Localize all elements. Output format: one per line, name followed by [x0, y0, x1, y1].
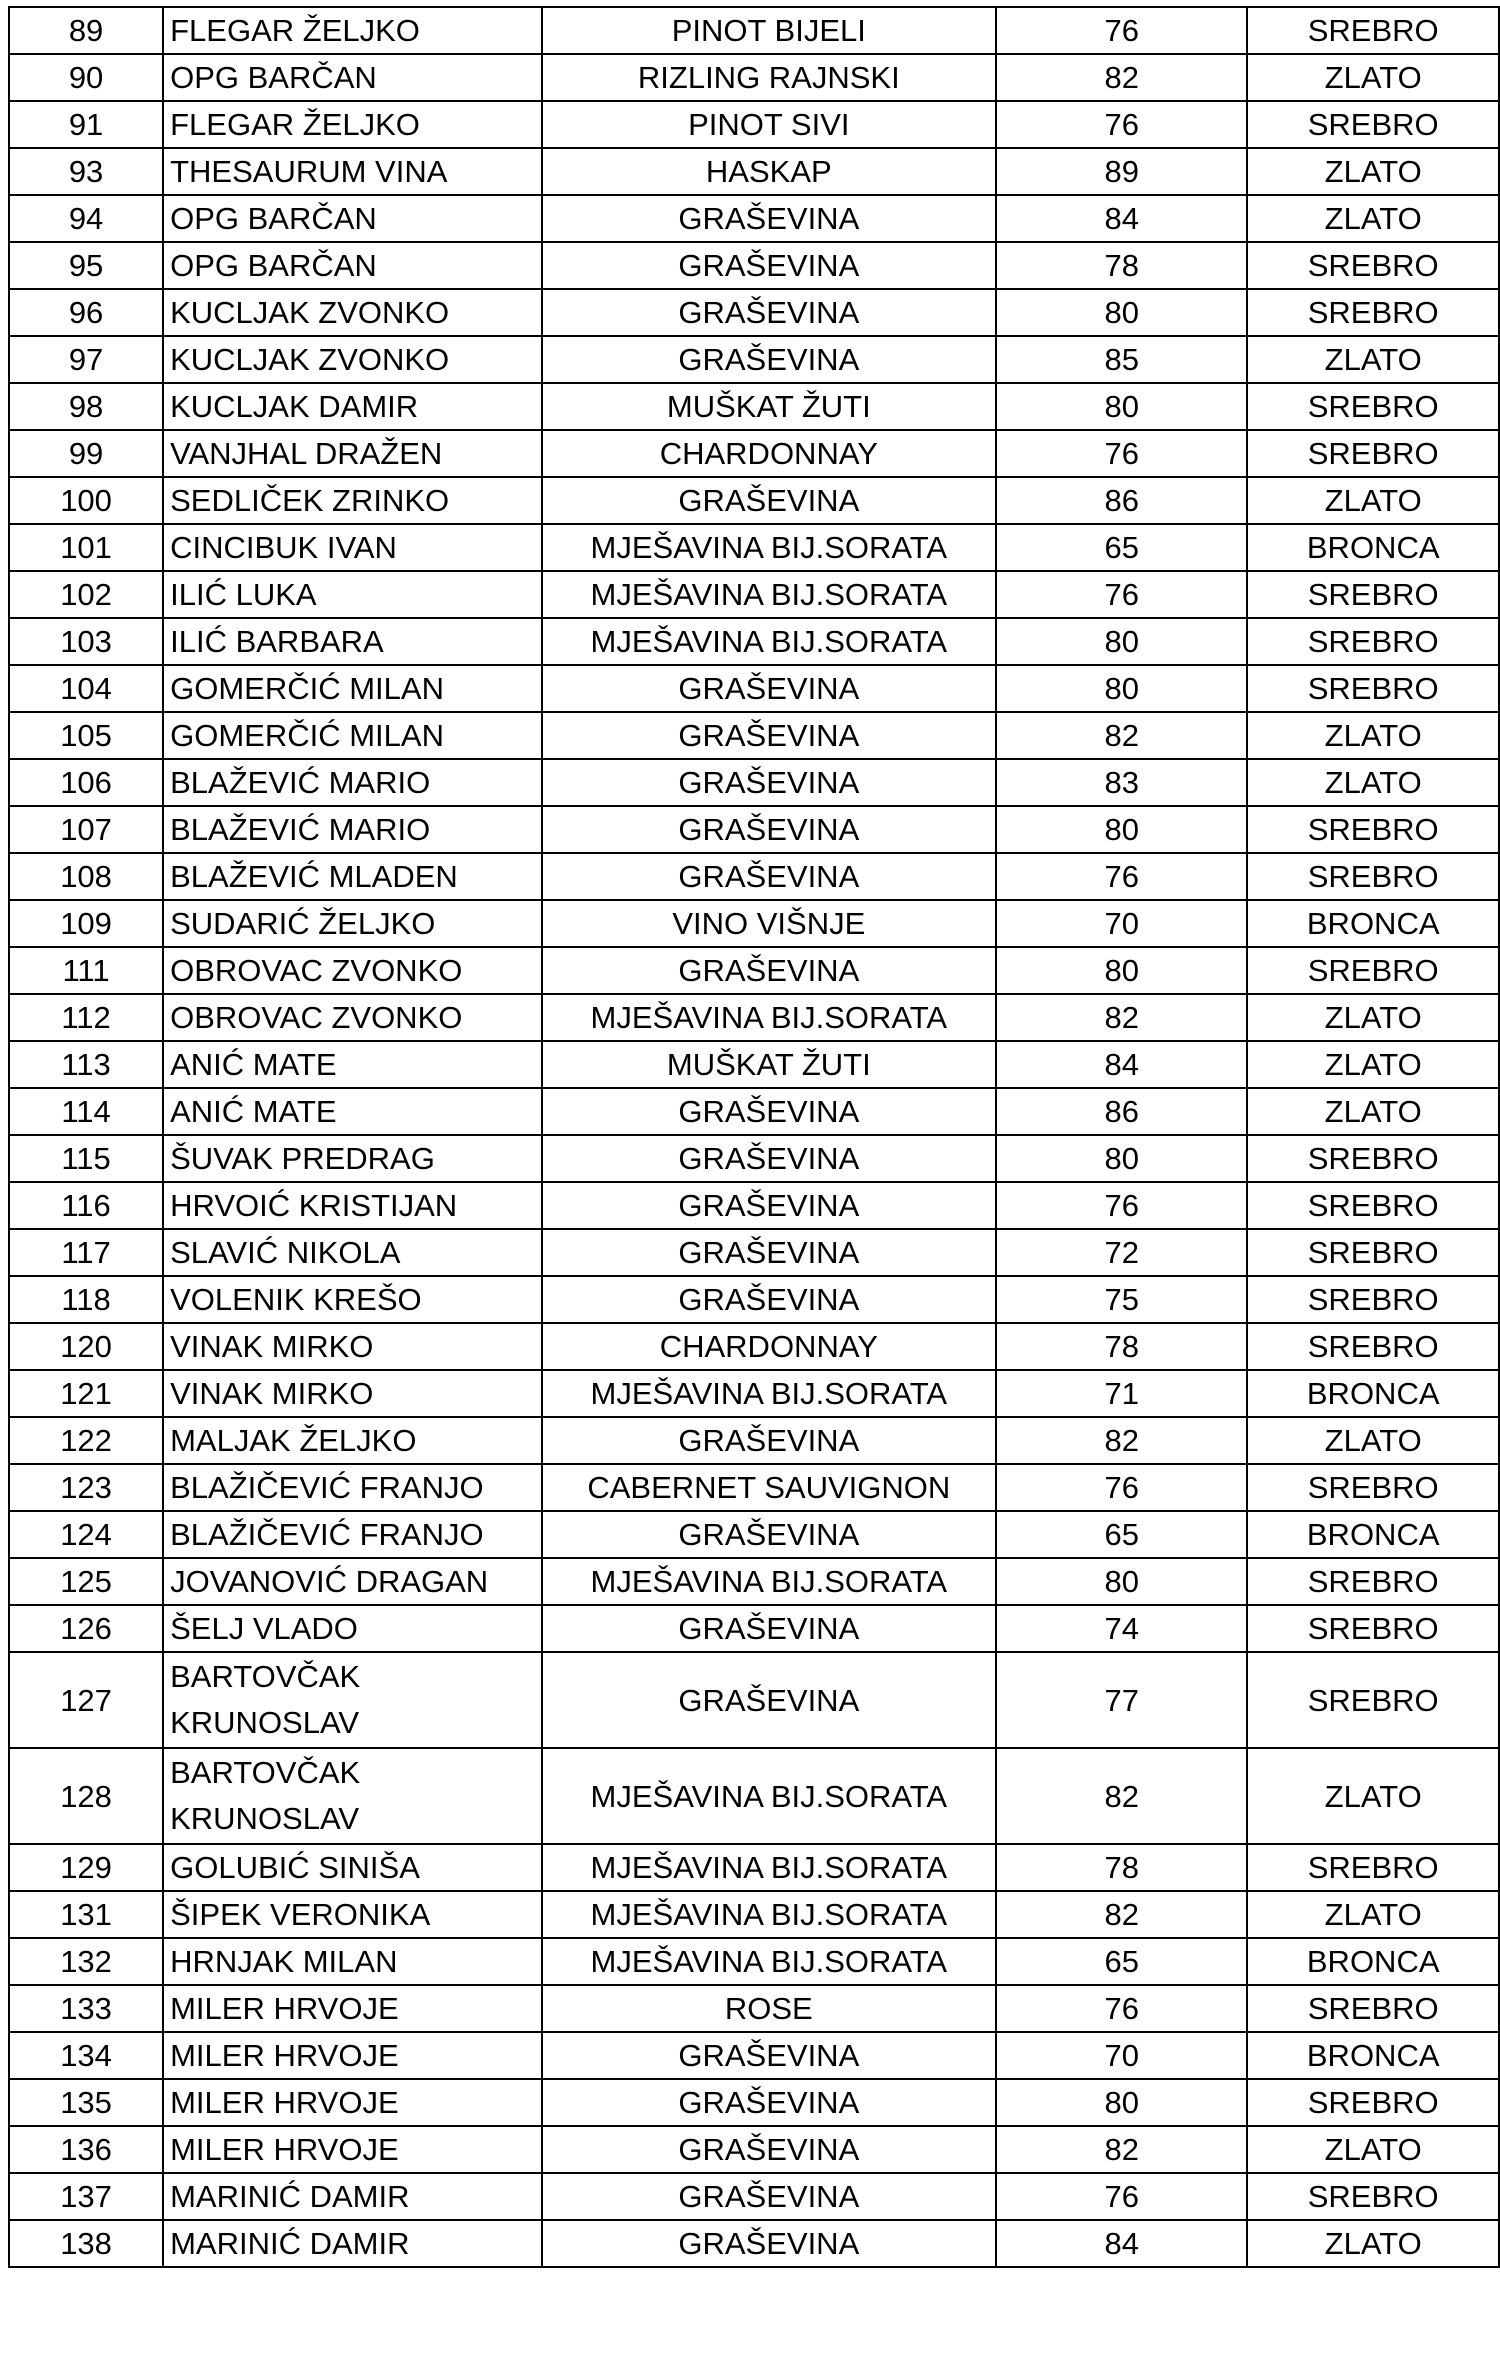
table-row — [9, 1844, 1499, 1891]
points-cell: 84 — [996, 1041, 1247, 1088]
points-cell: 82 — [996, 712, 1247, 759]
points-cell: 84 — [996, 2220, 1247, 2267]
medal-cell: SREBRO — [1247, 101, 1499, 148]
producer-name-cell: GOMERČIĆ MILAN — [163, 712, 541, 759]
points-cell: 82 — [996, 994, 1247, 1041]
entry-number-cell: 127 — [9, 1652, 163, 1748]
points-cell: 77 — [996, 1652, 1247, 1748]
wine-variety-cell: GRAŠEVINA — [542, 1652, 996, 1748]
entry-number-cell: 99 — [9, 430, 163, 477]
medal-cell: BRONCA — [1247, 524, 1499, 571]
table-row — [9, 665, 1499, 712]
medal-cell: SREBRO — [1247, 1985, 1499, 2032]
entry-number-cell: 114 — [9, 1088, 163, 1135]
points-cell: 78 — [996, 1844, 1247, 1891]
medal-cell: SREBRO — [1247, 1229, 1499, 1276]
entry-number-cell: 106 — [9, 759, 163, 806]
producer-name-cell: BARTOVČAK KRUNOSLAV — [163, 1652, 541, 1748]
table-row — [9, 1276, 1499, 1323]
table-row — [9, 618, 1499, 665]
points-cell: 82 — [996, 1417, 1247, 1464]
wine-variety-cell: MUŠKAT ŽUTI — [542, 383, 996, 430]
table-row — [9, 2173, 1499, 2220]
table-row — [9, 2126, 1499, 2173]
producer-name-cell: BARTOVČAK KRUNOSLAV — [163, 1748, 541, 1844]
medal-cell: BRONCA — [1247, 2032, 1499, 2079]
producer-name-cell: OBROVAC ZVONKO — [163, 994, 541, 1041]
table-row — [9, 2079, 1499, 2126]
producer-name-cell: KUCLJAK DAMIR — [163, 383, 541, 430]
table-row — [9, 1511, 1499, 1558]
entry-number-cell: 137 — [9, 2173, 163, 2220]
table-row — [9, 1229, 1499, 1276]
entry-number-cell: 104 — [9, 665, 163, 712]
producer-name-cell: ŠELJ VLADO — [163, 1605, 541, 1652]
points-cell: 86 — [996, 1088, 1247, 1135]
table-row — [9, 1558, 1499, 1605]
points-cell: 86 — [996, 477, 1247, 524]
table-row — [9, 1323, 1499, 1370]
producer-name-cell: OBROVAC ZVONKO — [163, 947, 541, 994]
medal-cell: SREBRO — [1247, 665, 1499, 712]
producer-name-cell: BLAŽEVIĆ MLADEN — [163, 853, 541, 900]
wine-variety-cell: CHARDONNAY — [542, 1323, 996, 1370]
wine-variety-cell: HASKAP — [542, 148, 996, 195]
entry-number-cell: 128 — [9, 1748, 163, 1844]
wine-variety-cell: VINO VIŠNJE — [542, 900, 996, 947]
wine-variety-cell: GRAŠEVINA — [542, 195, 996, 242]
producer-name-cell: VOLENIK KREŠO — [163, 1276, 541, 1323]
medal-cell: ZLATO — [1247, 994, 1499, 1041]
wine-variety-cell: GRAŠEVINA — [542, 1417, 996, 1464]
medal-cell: SREBRO — [1247, 806, 1499, 853]
producer-name-cell: OPG BARČAN — [163, 242, 541, 289]
points-cell: 89 — [996, 148, 1247, 195]
points-cell: 80 — [996, 665, 1247, 712]
wine-variety-cell: GRAŠEVINA — [542, 1088, 996, 1135]
entry-number-cell: 118 — [9, 1276, 163, 1323]
medal-cell: SREBRO — [1247, 1276, 1499, 1323]
entry-number-cell: 132 — [9, 1938, 163, 1985]
points-cell: 76 — [996, 853, 1247, 900]
wine-variety-cell: GRAŠEVINA — [542, 806, 996, 853]
producer-name-cell: KUCLJAK ZVONKO — [163, 336, 541, 383]
medal-cell: ZLATO — [1247, 2126, 1499, 2173]
wine-variety-cell: MJEŠAVINA BIJ.SORATA — [542, 1891, 996, 1938]
entry-number-cell: 133 — [9, 1985, 163, 2032]
table-row — [9, 806, 1499, 853]
wine-variety-cell: GRAŠEVINA — [542, 2032, 996, 2079]
medal-cell: SREBRO — [1247, 2079, 1499, 2126]
points-cell: 76 — [996, 101, 1247, 148]
medal-cell: SREBRO — [1247, 7, 1499, 54]
entry-number-cell: 123 — [9, 1464, 163, 1511]
entry-number-cell: 95 — [9, 242, 163, 289]
entry-number-cell: 138 — [9, 2220, 163, 2267]
medal-cell: ZLATO — [1247, 712, 1499, 759]
points-cell: 70 — [996, 2032, 1247, 2079]
points-cell: 76 — [996, 7, 1247, 54]
wine-variety-cell: GRAŠEVINA — [542, 853, 996, 900]
wine-variety-cell: MJEŠAVINA BIJ.SORATA — [542, 994, 996, 1041]
points-cell: 80 — [996, 947, 1247, 994]
table-row — [9, 2032, 1499, 2079]
table-row — [9, 101, 1499, 148]
producer-name-cell: HRNJAK MILAN — [163, 1938, 541, 1985]
wine-variety-cell: GRAŠEVINA — [542, 1511, 996, 1558]
entry-number-cell: 91 — [9, 101, 163, 148]
entry-number-cell: 89 — [9, 7, 163, 54]
wine-variety-cell: GRAŠEVINA — [542, 1135, 996, 1182]
medal-cell: ZLATO — [1247, 195, 1499, 242]
wine-variety-cell: GRAŠEVINA — [542, 2126, 996, 2173]
entry-number-cell: 94 — [9, 195, 163, 242]
producer-name-cell: BLAŽEVIĆ MARIO — [163, 759, 541, 806]
medal-cell: ZLATO — [1247, 148, 1499, 195]
entry-number-cell: 126 — [9, 1605, 163, 1652]
medal-cell: SREBRO — [1247, 1323, 1499, 1370]
table-row — [9, 1370, 1499, 1417]
medal-cell: BRONCA — [1247, 1511, 1499, 1558]
entry-number-cell: 96 — [9, 289, 163, 336]
wine-variety-cell: PINOT BIJELI — [542, 7, 996, 54]
entry-number-cell: 116 — [9, 1182, 163, 1229]
points-cell: 72 — [996, 1229, 1247, 1276]
wine-variety-cell: CHARDONNAY — [542, 430, 996, 477]
wine-variety-cell: ROSE — [542, 1985, 996, 2032]
wine-variety-cell: GRAŠEVINA — [542, 289, 996, 336]
table-row — [9, 195, 1499, 242]
medal-cell: ZLATO — [1247, 336, 1499, 383]
points-cell: 78 — [996, 1323, 1247, 1370]
wine-variety-cell: GRAŠEVINA — [542, 2079, 996, 2126]
points-cell: 65 — [996, 1938, 1247, 1985]
table-row — [9, 1135, 1499, 1182]
entry-number-cell: 120 — [9, 1323, 163, 1370]
points-cell: 82 — [996, 1891, 1247, 1938]
wine-variety-cell: MJEŠAVINA BIJ.SORATA — [542, 1844, 996, 1891]
table-row — [9, 900, 1499, 947]
medal-cell: SREBRO — [1247, 1844, 1499, 1891]
producer-name-cell: BLAŽIČEVIĆ FRANJO — [163, 1464, 541, 1511]
medal-cell: SREBRO — [1247, 289, 1499, 336]
producer-name-cell: MILER HRVOJE — [163, 2032, 541, 2079]
producer-name-cell: HRVOIĆ KRISTIJAN — [163, 1182, 541, 1229]
results-table-body — [9, 7, 1499, 2267]
points-cell: 76 — [996, 1182, 1247, 1229]
wine-variety-cell: GRAŠEVINA — [542, 1276, 996, 1323]
table-row — [9, 1605, 1499, 1652]
wine-variety-cell: GRAŠEVINA — [542, 2220, 996, 2267]
medal-cell: BRONCA — [1247, 1938, 1499, 1985]
entry-number-cell: 108 — [9, 853, 163, 900]
medal-cell: SREBRO — [1247, 1135, 1499, 1182]
wine-variety-cell: GRAŠEVINA — [542, 336, 996, 383]
medal-cell: ZLATO — [1247, 1891, 1499, 1938]
table-row — [9, 54, 1499, 101]
producer-name-cell: VANJHAL DRAŽEN — [163, 430, 541, 477]
table-row — [9, 853, 1499, 900]
table-row — [9, 148, 1499, 195]
entry-number-cell: 100 — [9, 477, 163, 524]
entry-number-cell: 115 — [9, 1135, 163, 1182]
table-row — [9, 1985, 1499, 2032]
entry-number-cell: 117 — [9, 1229, 163, 1276]
medal-cell: SREBRO — [1247, 1605, 1499, 1652]
medal-cell: SREBRO — [1247, 383, 1499, 430]
points-cell: 82 — [996, 2126, 1247, 2173]
producer-name-cell: GOLUBIĆ SINIŠA — [163, 1844, 541, 1891]
points-cell: 80 — [996, 383, 1247, 430]
entry-number-cell: 103 — [9, 618, 163, 665]
producer-name-cell: MILER HRVOJE — [163, 1985, 541, 2032]
points-cell: 80 — [996, 289, 1247, 336]
entry-number-cell: 101 — [9, 524, 163, 571]
points-cell: 84 — [996, 195, 1247, 242]
medal-cell: ZLATO — [1247, 1417, 1499, 1464]
points-cell: 76 — [996, 2173, 1247, 2220]
medal-cell: ZLATO — [1247, 477, 1499, 524]
wine-variety-cell: PINOT SIVI — [542, 101, 996, 148]
points-cell: 85 — [996, 336, 1247, 383]
points-cell: 76 — [996, 430, 1247, 477]
entry-number-cell: 90 — [9, 54, 163, 101]
wine-variety-cell: GRAŠEVINA — [542, 665, 996, 712]
medal-cell: SREBRO — [1247, 853, 1499, 900]
producer-name-cell: MILER HRVOJE — [163, 2126, 541, 2173]
entry-number-cell: 124 — [9, 1511, 163, 1558]
entry-number-cell: 121 — [9, 1370, 163, 1417]
points-cell: 76 — [996, 571, 1247, 618]
medal-cell: SREBRO — [1247, 1464, 1499, 1511]
producer-name-cell: ILIĆ BARBARA — [163, 618, 541, 665]
points-cell: 80 — [996, 1135, 1247, 1182]
wine-variety-cell: MUŠKAT ŽUTI — [542, 1041, 996, 1088]
table-row — [9, 759, 1499, 806]
producer-name-cell: ILIĆ LUKA — [163, 571, 541, 618]
medal-cell: SREBRO — [1247, 1558, 1499, 1605]
entry-number-cell: 125 — [9, 1558, 163, 1605]
medal-cell: BRONCA — [1247, 1370, 1499, 1417]
medal-cell: SREBRO — [1247, 1182, 1499, 1229]
wine-variety-cell: GRAŠEVINA — [542, 947, 996, 994]
entry-number-cell: 111 — [9, 947, 163, 994]
producer-name-cell: SUDARIĆ ŽELJKO — [163, 900, 541, 947]
table-row — [9, 1938, 1499, 1985]
points-cell: 75 — [996, 1276, 1247, 1323]
points-cell: 65 — [996, 524, 1247, 571]
wine-variety-cell: GRAŠEVINA — [542, 1182, 996, 1229]
points-cell: 80 — [996, 806, 1247, 853]
table-row — [9, 1088, 1499, 1135]
entry-number-cell: 135 — [9, 2079, 163, 2126]
entry-number-cell: 129 — [9, 1844, 163, 1891]
points-cell: 80 — [996, 2079, 1247, 2126]
wine-variety-cell: MJEŠAVINA BIJ.SORATA — [542, 524, 996, 571]
table-row — [9, 477, 1499, 524]
points-cell: 76 — [996, 1985, 1247, 2032]
table-row — [9, 571, 1499, 618]
entry-number-cell: 113 — [9, 1041, 163, 1088]
wine-variety-cell: GRAŠEVINA — [542, 477, 996, 524]
table-row — [9, 7, 1499, 54]
table-row — [9, 1182, 1499, 1229]
medal-cell: ZLATO — [1247, 759, 1499, 806]
producer-name-cell: BLAŽEVIĆ MARIO — [163, 806, 541, 853]
wine-variety-cell: GRAŠEVINA — [542, 242, 996, 289]
points-cell: 76 — [996, 1464, 1247, 1511]
entry-number-cell: 102 — [9, 571, 163, 618]
producer-name-cell: SLAVIĆ NIKOLA — [163, 1229, 541, 1276]
producer-name-cell: FLEGAR ŽELJKO — [163, 101, 541, 148]
producer-name-cell: SEDLIČEK ZRINKO — [163, 477, 541, 524]
wine-variety-cell: MJEŠAVINA BIJ.SORATA — [542, 571, 996, 618]
wine-variety-cell: MJEŠAVINA BIJ.SORATA — [542, 1370, 996, 1417]
producer-name-cell: MARINIĆ DAMIR — [163, 2220, 541, 2267]
producer-name-cell: GOMERČIĆ MILAN — [163, 665, 541, 712]
medal-cell: SREBRO — [1247, 618, 1499, 665]
points-cell: 65 — [996, 1511, 1247, 1558]
producer-name-cell: CINCIBUK IVAN — [163, 524, 541, 571]
medal-cell: SREBRO — [1247, 947, 1499, 994]
medal-cell: ZLATO — [1247, 54, 1499, 101]
wine-variety-cell: CABERNET SAUVIGNON — [542, 1464, 996, 1511]
medal-cell: SREBRO — [1247, 430, 1499, 477]
medal-cell: SREBRO — [1247, 242, 1499, 289]
wine-variety-cell: GRAŠEVINA — [542, 1229, 996, 1276]
medal-cell: SREBRO — [1247, 1652, 1499, 1748]
table-row — [9, 430, 1499, 477]
table-row — [9, 336, 1499, 383]
points-cell: 71 — [996, 1370, 1247, 1417]
wine-variety-cell: MJEŠAVINA BIJ.SORATA — [542, 1558, 996, 1605]
table-row — [9, 1464, 1499, 1511]
medal-cell: SREBRO — [1247, 2173, 1499, 2220]
points-cell: 83 — [996, 759, 1247, 806]
producer-name-cell: ŠIPEK VERONIKA — [163, 1891, 541, 1938]
producer-name-cell: MARINIĆ DAMIR — [163, 2173, 541, 2220]
wine-variety-cell: GRAŠEVINA — [542, 712, 996, 759]
producer-name-cell: VINAK MIRKO — [163, 1323, 541, 1370]
points-cell: 70 — [996, 900, 1247, 947]
entry-number-cell: 109 — [9, 900, 163, 947]
medal-cell: BRONCA — [1247, 900, 1499, 947]
wine-variety-cell: GRAŠEVINA — [542, 759, 996, 806]
producer-name-cell: BLAŽIČEVIĆ FRANJO — [163, 1511, 541, 1558]
table-row — [9, 1041, 1499, 1088]
table-row — [9, 242, 1499, 289]
table-row — [9, 1748, 1499, 1844]
entry-number-cell: 134 — [9, 2032, 163, 2079]
producer-name-cell: VINAK MIRKO — [163, 1370, 541, 1417]
entry-number-cell: 136 — [9, 2126, 163, 2173]
entry-number-cell: 122 — [9, 1417, 163, 1464]
wine-variety-cell: MJEŠAVINA BIJ.SORATA — [542, 1748, 996, 1844]
table-row — [9, 2220, 1499, 2267]
producer-name-cell: ANIĆ MATE — [163, 1088, 541, 1135]
producer-name-cell: OPG BARČAN — [163, 195, 541, 242]
wine-variety-cell: MJEŠAVINA BIJ.SORATA — [542, 1938, 996, 1985]
entry-number-cell: 93 — [9, 148, 163, 195]
entry-number-cell: 112 — [9, 994, 163, 1041]
entry-number-cell: 131 — [9, 1891, 163, 1938]
medal-cell: ZLATO — [1247, 1088, 1499, 1135]
table-row — [9, 712, 1499, 759]
producer-name-cell: MILER HRVOJE — [163, 2079, 541, 2126]
table-row — [9, 1652, 1499, 1748]
medal-cell: ZLATO — [1247, 1748, 1499, 1844]
producer-name-cell: FLEGAR ŽELJKO — [163, 7, 541, 54]
points-cell: 80 — [996, 1558, 1247, 1605]
table-row — [9, 947, 1499, 994]
entry-number-cell: 98 — [9, 383, 163, 430]
medal-cell: ZLATO — [1247, 2220, 1499, 2267]
medal-cell: SREBRO — [1247, 571, 1499, 618]
entry-number-cell: 105 — [9, 712, 163, 759]
producer-name-cell: ANIĆ MATE — [163, 1041, 541, 1088]
points-cell: 80 — [996, 618, 1247, 665]
producer-name-cell: ŠUVAK PREDRAG — [163, 1135, 541, 1182]
points-cell: 82 — [996, 54, 1247, 101]
producer-name-cell: OPG BARČAN — [163, 54, 541, 101]
producer-name-cell: THESAURUM VINA — [163, 148, 541, 195]
wine-variety-cell: GRAŠEVINA — [542, 2173, 996, 2220]
entry-number-cell: 107 — [9, 806, 163, 853]
wine-variety-cell: RIZLING RAJNSKI — [542, 54, 996, 101]
table-row — [9, 1417, 1499, 1464]
table-row — [9, 524, 1499, 571]
points-cell: 82 — [996, 1748, 1247, 1844]
points-cell: 78 — [996, 242, 1247, 289]
producer-name-cell: MALJAK ŽELJKO — [163, 1417, 541, 1464]
table-row — [9, 383, 1499, 430]
wine-variety-cell: GRAŠEVINA — [542, 1605, 996, 1652]
table-row — [9, 994, 1499, 1041]
producer-name-cell: KUCLJAK ZVONKO — [163, 289, 541, 336]
producer-name-cell: JOVANOVIĆ DRAGAN — [163, 1558, 541, 1605]
entry-number-cell: 97 — [9, 336, 163, 383]
points-cell: 74 — [996, 1605, 1247, 1652]
table-row — [9, 1891, 1499, 1938]
results-table — [8, 6, 1500, 2268]
table-row — [9, 289, 1499, 336]
wine-variety-cell: MJEŠAVINA BIJ.SORATA — [542, 618, 996, 665]
medal-cell: ZLATO — [1247, 1041, 1499, 1088]
